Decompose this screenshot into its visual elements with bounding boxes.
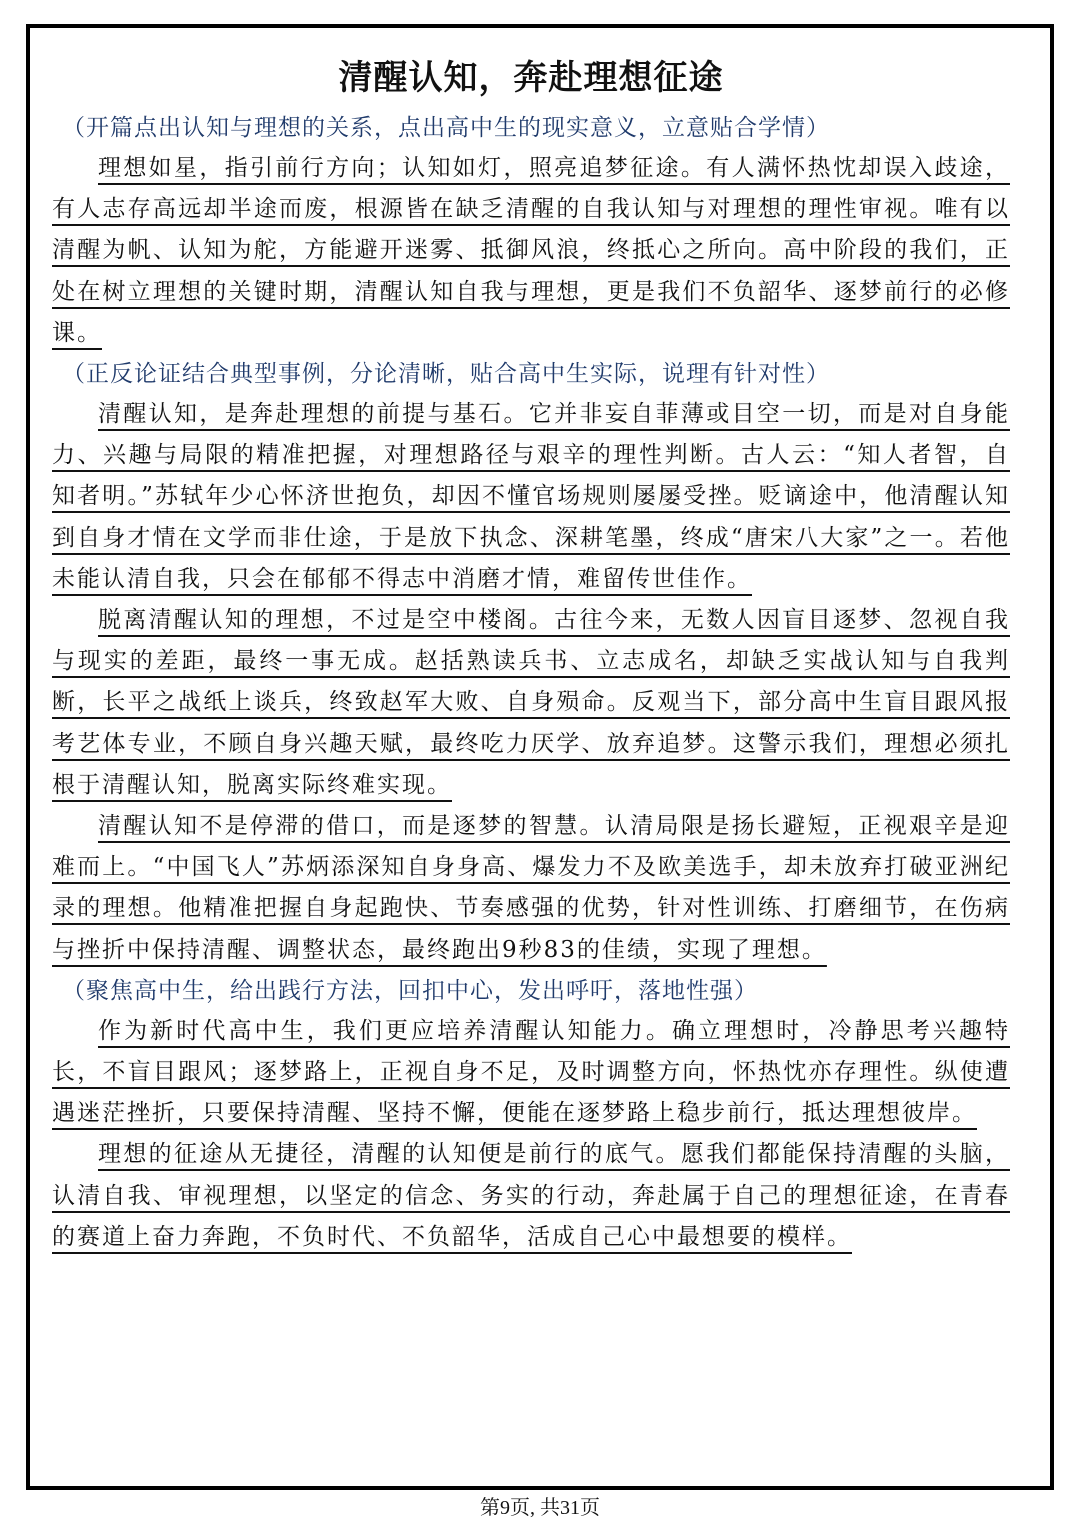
section-argument: [52, 354, 1010, 971]
essay-content: [52, 56, 1010, 1258]
annotation-note: （聚焦高中生，给出践行方法，回扣中心，发出呼吁，落地性强）: [62, 977, 758, 1004]
paragraph: 脱离清醒认知的理想，不过是空中楼阁。古往今来，无数人因盲目逐梦、忽视自我与现实的差距，最终一事无成。赵括熟读兵书、立志成名，却缺乏实战认知与自我判断，长平之战纸上谈兵，终致赵军大败、自身殒命。反观当下，部分高中生盲目跟风报考艺体专业，不顾自身兴趣天赋，最终吃力厌学、放弃追梦。这警示我们，理想必须扎根于清醒认知，脱离实际终难实现。: [52, 607, 1010, 798]
section-intro: [52, 108, 1010, 354]
essay-title: 清醒认知，奔赴理想征途: [338, 58, 724, 98]
annotation-note: （正反论证结合典型事例，分论清晰，贴合高中生实际，说理有针对性）: [62, 361, 830, 388]
section-conclusion: [52, 971, 1010, 1258]
page-number: 第9页, 共31页: [480, 1497, 600, 1519]
paragraph: 清醒认知不是停滞的借口，而是逐梦的智慧。认清局限是扬长避短，正视艰辛是迎难而上。“中国飞人”苏炳添深知自身身高、爆发力不及欧美选手，却未放弃打破亚洲纪录的理想。他精准把握自身起跑快、节奏感强的优势，针对性训练、打磨细节，在伤病与挫折中保持清醒、调整状态，最终跑出9秒83的佳绩，实现了理想。: [52, 813, 1010, 963]
annotation-note: （开篇点出认知与理想的关系，点出高中生的现实意义，立意贴合学情）: [62, 115, 830, 141]
paragraph: 理想如星，指引前行方向；认知如灯，照亮追梦征途。有人满怀热忱却误入歧途，有人志存高远却半途而废，根源皆在缺乏清醒的自我认知与对理想的理性审视。唯有以清醒为帆、认知为舵，方能避开迷雾、抵御风浪，终抵心之所向。高中阶段的我们，正处在树立理想的关键时期，清醒认知自我与理想，更是我们不负韶华、逐梦前行的必修课。: [52, 155, 1010, 346]
paragraph: 清醒认知，是奔赴理想的前提与基石。它并非妄自菲薄或目空一切，而是对自身能力、兴趣与局限的精准把握，对理想路径与艰辛的理性判断。古人云：“知人者智，自知者明。”苏轼年少心怀济世抱负，却因不懂官场规则屡屡受挫。贬谪途中，他清醒认知到自身才情在文学而非仕途，于是放下执念、深耕笔墨，终成“唐宋八大家”之一。若他未能认清自我，只会在郁郁不得志中消磨才情，难留传世佳作。: [52, 401, 1010, 592]
paragraph: 作为新时代高中生，我们更应培养清醒认知能力。确立理想时，冷静思考兴趣特长，不盲目跟风；逐梦路上，正视自身不足，及时调整方向，怀热忱亦存理性。纵使遭遇迷茫挫折，只要保持清醒、坚持不懈，便能在逐梦路上稳步前行，抵达理想彼岸。: [52, 1017, 1010, 1127]
paragraph: 理想的征途从无捷径，清醒的认知便是前行的底气。愿我们都能保持清醒的头脑，认清自我、审视理想，以坚定的信念、务实的行动，奔赴属于自己的理想征途，在青春的赛道上奋力奔跑，不负时代、不负韶华，活成自己心中最想要的模样。: [52, 1141, 1010, 1250]
